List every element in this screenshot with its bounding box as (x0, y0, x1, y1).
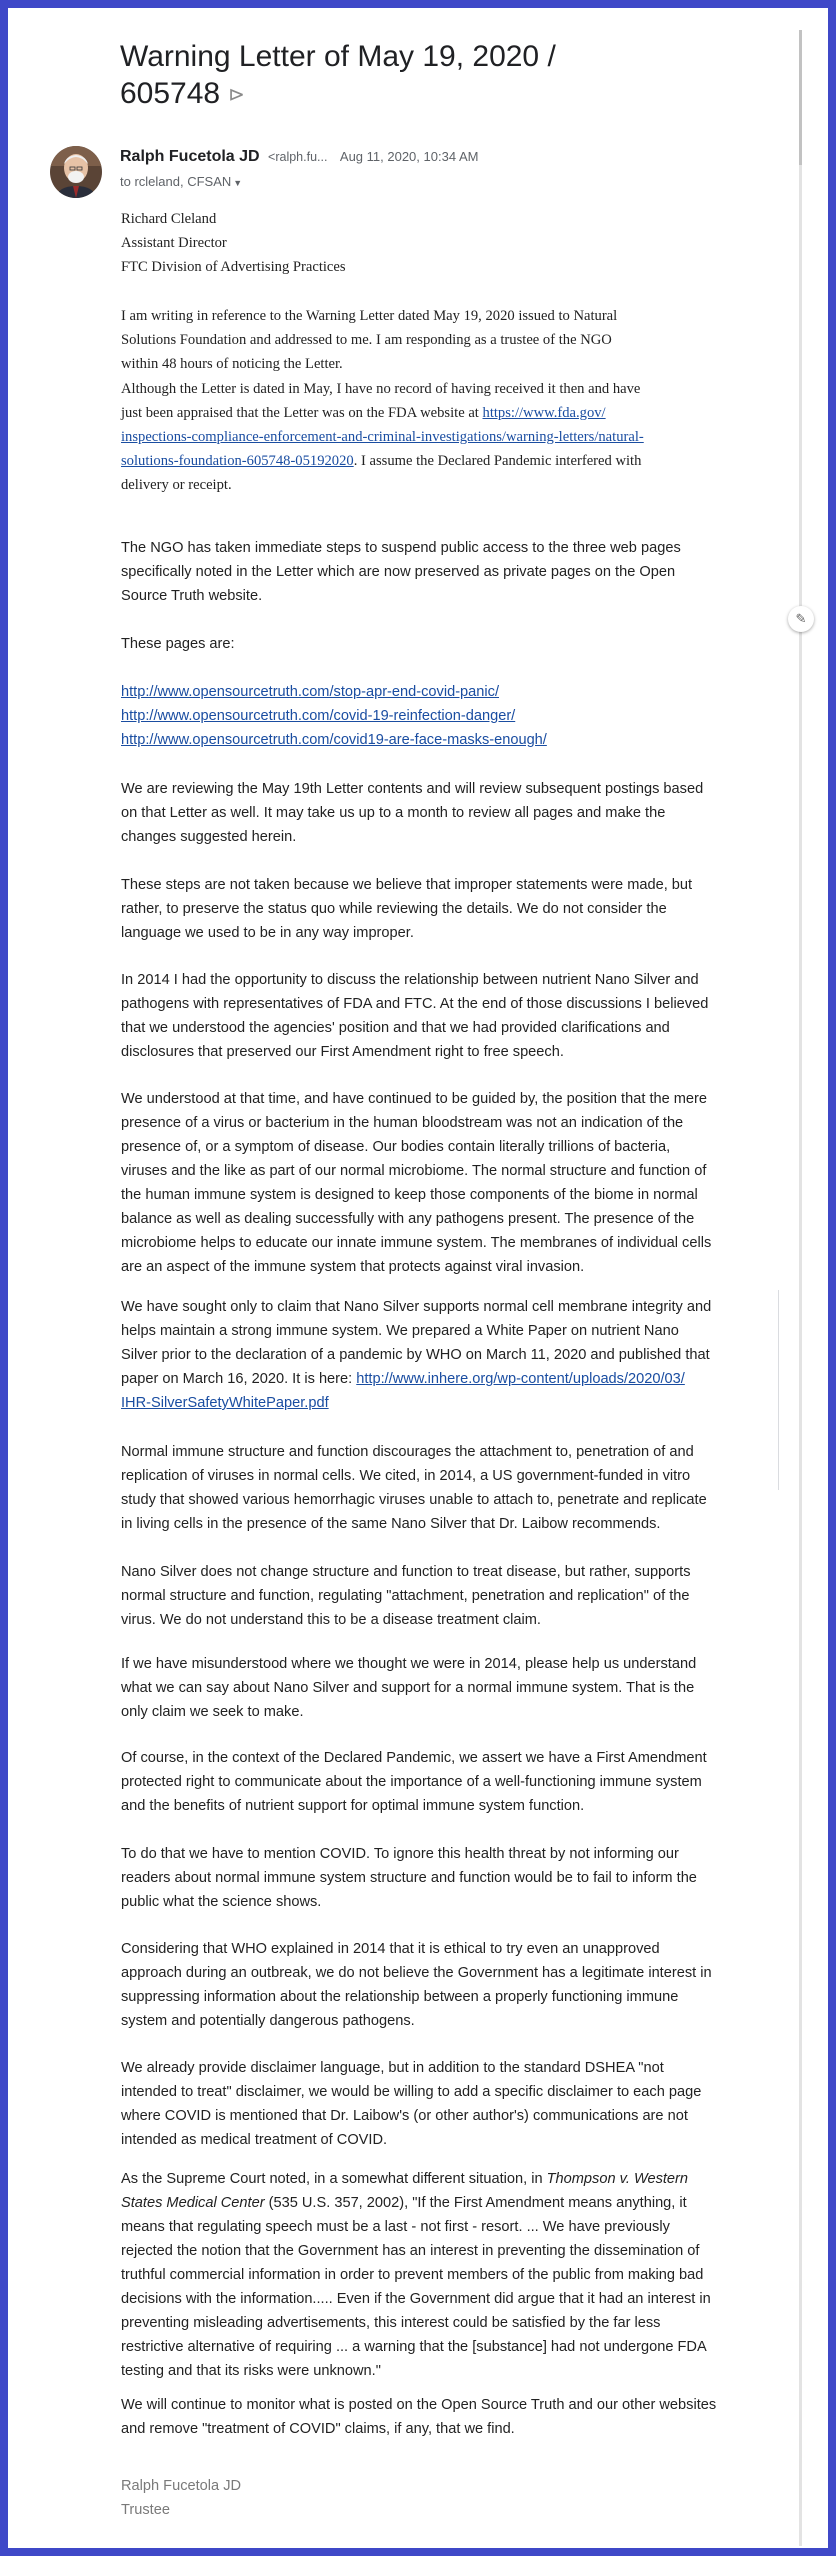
text-line: Nano Silver does not change structure and function to treat disease, but rather, supports (121, 1564, 691, 1580)
paragraph-who (121, 1937, 712, 2033)
text-line: We are reviewing the May 19th Letter contents and will review subsequent postings based (121, 781, 704, 797)
link[interactable]: http://www.opensourcetruth.com/covid-19-reinfection-danger/ (121, 708, 516, 724)
text-line: and remove "treatment of COVID" claims, if any, that we find. (121, 2421, 515, 2437)
text-line: We have sought only to claim that Nano Silver supports normal cell membrane integrity and (121, 1299, 712, 1315)
paragraph-supreme-court (121, 2167, 711, 2383)
text-line: approach during an outbreak, we do not believe the Government has a legitimate interest in (121, 1965, 712, 1981)
text-line: We already provide disclaimer language, but in addition to the standard DSHEA "not (121, 2060, 664, 2076)
text-line: restrictive alternative of requiring ... a warning that the [substance] had not undergone FDA (121, 2339, 707, 2355)
text-line: normal structure and function, regulating "attachment, penetration and replication" of the (121, 1588, 690, 1604)
text-line: means that regulating speech must be a last - not first - resort. ... We have previously (121, 2219, 670, 2235)
paragraph-status-quo (121, 873, 692, 945)
paragraph-immune-structure (121, 1440, 707, 1536)
text-line: FTC Division of Advertising Practices (121, 259, 346, 275)
text-line: Trustee (121, 2502, 170, 2518)
link[interactable]: http://www.opensourcetruth.com/covid19-are-face-masks-enough/ (121, 732, 547, 748)
text-line: These pages are: (121, 636, 235, 652)
text-line: just been appraised that the Letter was on the FDA website at (121, 405, 483, 421)
text-line: presence of a virus or bacterium in the human bloodstream was not an indication of the (121, 1115, 684, 1131)
text-line: rather, to preserve the status quo while reviewing the details. We do not consider the (121, 901, 667, 917)
text-line: (535 U.S. 357, 2002), "If the First Amendment means anything, it (264, 2195, 687, 2211)
email-subject (120, 38, 590, 114)
text-line: Ralph Fucetola JD (121, 2478, 242, 2494)
text-line: testing and that its risks were unknown." (121, 2363, 381, 2379)
sender-name[interactable]: Ralph Fucetola JD (120, 148, 260, 165)
label-outline-icon[interactable]: ⊳ (228, 83, 245, 106)
text-line: We understood at that time, and have continued to be guided by, the position that the mere (121, 1091, 708, 1107)
addressee-block (121, 207, 346, 279)
text-line: As the Supreme Court noted, in a somewhat different situation, in (121, 2171, 547, 2187)
text-line: Of course, in the context of the Declared Pandemic, we assert we have a First Amendment (121, 1750, 707, 1766)
text-line: presence of, or a symptom of disease. Our bodies contain literally trillions of bacteria, (121, 1139, 671, 1155)
sender-email: <ralph.fu... (268, 150, 328, 164)
text-line: public what the science shows. (121, 1894, 322, 1910)
text-line: microbiome helps to educate our innate immune system. The membranes of individual cells (121, 1235, 712, 1251)
link[interactable]: http://www.opensourcetruth.com/stop-apr-end-covid-panic/ (121, 684, 499, 700)
text-line: The NGO has taken immediate steps to suspend public access to the three web pages (121, 540, 681, 556)
paragraph-not-treatment (121, 1560, 691, 1632)
subject-line-2: 605748 (120, 77, 221, 110)
text-line: truthful commercial information in order to prevent members of the public from making bad (121, 2267, 704, 2283)
text-line: within 48 hours of noticing the Letter. (121, 356, 343, 372)
text-line: . I assume the Declared Pandemic interfered with (353, 453, 642, 469)
text-line: Source Truth website. (121, 588, 263, 604)
text-line: intended as medical treatment of COVID. (121, 2132, 388, 2148)
text-line: system and potentially dangerous pathogens. (121, 2013, 415, 2029)
text-line: helps maintain a strong immune system. We prepared a White Paper on nutrient Nano (121, 1323, 679, 1339)
paragraph-received (121, 377, 644, 497)
sent-date: Aug 11, 2020, 10:34 AM (339, 149, 479, 164)
pages-list (121, 680, 547, 752)
text-line: paper on March 16, 2020. It is here: (121, 1371, 357, 1387)
case-name: States Medical Center (121, 2195, 265, 2211)
text-line: protected right to communicate about the importance of a well-functioning immune system (121, 1774, 702, 1790)
paragraph-misunderstood (121, 1652, 696, 1724)
link[interactable]: https://www.fda.gov/ (482, 405, 606, 421)
avatar[interactable] (50, 146, 102, 198)
text-line: are an aspect of the immune system that protects against viral invasion. (121, 1259, 585, 1275)
sender-line (120, 148, 478, 166)
link[interactable]: solutions-foundation-605748-05192020 (121, 453, 354, 469)
paragraph-disclaimer (121, 2056, 701, 2148)
pages-intro (121, 632, 235, 656)
case-name: Thompson v. Western (546, 2171, 689, 2187)
text-line: replication of viruses in normal cells. We cited, in 2014, a US government-funded in vitro (121, 1468, 691, 1484)
text-line: Richard Cleland (121, 211, 217, 227)
text-line: where COVID is mentioned that Dr. Laibow's (or other author's) communications are not (121, 2108, 688, 2124)
chevron-down-icon[interactable]: ▼ (233, 178, 243, 188)
paragraph-reviewing (121, 777, 703, 849)
text-line: Although the Letter is dated in May, I have no record of having received it then and have (121, 381, 641, 397)
paragraph-white-paper (121, 1295, 711, 1415)
paragraph-intro (121, 304, 617, 376)
divider-line (778, 1290, 779, 1490)
recipients-text: to rcleland, CFSAN (120, 174, 232, 189)
recipients-toggle[interactable] (120, 174, 242, 189)
text-line: the human immune system is designed to keep those components of the biome in normal (121, 1187, 698, 1203)
subject-line-1: Warning Letter of May 19, 2020 / (120, 40, 556, 73)
text-line: Solutions Foundation and addressed to me. I am responding as a trustee of the NGO (121, 332, 612, 348)
text-line: virus. We do not understand this to be a disease treatment claim. (121, 1612, 541, 1628)
signature-block (121, 2474, 241, 2522)
text-line: intended to treat" disclaimer, we would be willing to add a specific disclaimer to each page (121, 2084, 702, 2100)
scrollbar-track[interactable] (799, 30, 802, 2546)
link[interactable]: inspections-compliance-enforcement-and-criminal-investigations/warning-letters/natural- (121, 429, 644, 445)
paragraph-mention-covid (121, 1842, 697, 1914)
text-line: study that showed various hemorrhagic viruses unable to attach to, penetrate and replicate (121, 1492, 707, 1508)
paragraph-first-amendment (121, 1746, 707, 1818)
text-line: I am writing in reference to the Warning Letter dated May 19, 2020 issued to Natural (121, 308, 618, 324)
text-line: If we have misunderstood where we thought we were in 2014, please help us understand (121, 1656, 697, 1672)
text-line: Silver prior to the declaration of a pandemic by WHO on March 11, 2020 and published that (121, 1347, 710, 1363)
text-line: what we can say about Nano Silver and support for a normal immune system. That is the (121, 1680, 695, 1696)
text-line: in living cells in the presence of the same Nano Silver that Dr. Laibow recommends. (121, 1516, 661, 1532)
text-line: We will continue to monitor what is posted on the Open Source Truth and our other websites (121, 2397, 717, 2413)
text-line: that we understood the agencies' position and that we had provided clarifications and (121, 1020, 670, 1036)
text-line: delivery or receipt. (121, 477, 232, 493)
text-line: Assistant Director (121, 235, 227, 251)
text-line: rejected the notion that the Government has an interest in preventing the dissemination of (121, 2243, 700, 2259)
text-line: balance as well as dealing successfully with any pathogens present. The presence of the (121, 1211, 695, 1227)
text-line: Considering that WHO explained in 2014 that it is ethical to try even an unapproved (121, 1941, 660, 1957)
text-line: suppressing information about the relationship between a properly functioning immune (121, 1989, 679, 2005)
text-line: specifically noted in the Letter which are now preserved as private pages on the Open (121, 564, 676, 580)
text-line: decisions with the information..... Even if the Government did argue that it had an interest in (121, 2291, 711, 2307)
text-line: To do that we have to mention COVID. To ignore this health threat by not informing our (121, 1846, 679, 1862)
pencil-icon[interactable]: ✎ (788, 606, 814, 632)
text-line: pathogens with representatives of FDA and FTC. At the end of those discussions I believed (121, 996, 709, 1012)
text-line: In 2014 I had the opportunity to discuss the relationship between nutrient Nano Silver and (121, 972, 699, 988)
link[interactable]: http://www.inhere.org/wp-content/uploads/2020/03/ (356, 1371, 685, 1387)
paragraph-monitor (121, 2393, 716, 2441)
paragraph-microbiome (121, 1087, 711, 1279)
text-line: readers about normal immune system structure and function would be to fail to inform the (121, 1870, 697, 1886)
text-line: changes suggested herein. (121, 829, 297, 845)
text-line: only claim we seek to make. (121, 1704, 304, 1720)
text-line: These steps are not taken because we believe that improper statements were made, but (121, 877, 693, 893)
text-line: and the benefits of nutrient support for optimal immune system function. (121, 1798, 585, 1814)
text-line: on that Letter as well. It may take us up to a month to review all pages and make the (121, 805, 666, 821)
text-line: Normal immune structure and function discourages the attachment to, penetration of and (121, 1444, 694, 1460)
paragraph-steps (121, 536, 681, 608)
text-line: preventing misleading advertisements, this interest could be satisfied by the far less (121, 2315, 661, 2331)
link[interactable]: IHR-SilverSafetyWhitePaper.pdf (121, 1395, 329, 1411)
paragraph-2014 (121, 968, 708, 1064)
text-line: disclosures that preserved our First Amendment right to free speech. (121, 1044, 564, 1060)
text-line: language we used to be in any way improper. (121, 925, 414, 941)
text-line: viruses and the like as part of our normal microbiome. The normal structure and function of (121, 1163, 707, 1179)
scrollbar-thumb[interactable] (799, 30, 802, 165)
